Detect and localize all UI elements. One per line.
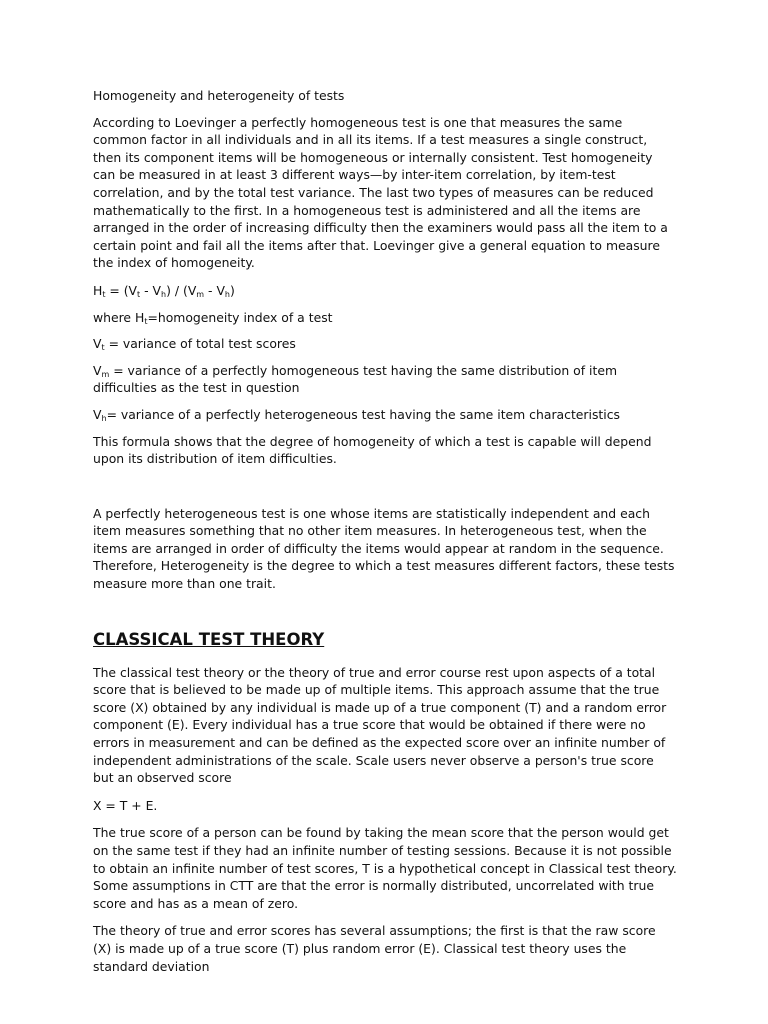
section-heading-ctt: CLASSICAL TEST THEORY [93, 629, 325, 649]
homogeneity-formula: $H_t = (V_t - V_h) / (V_m - V_h)$ [93, 282, 235, 299]
definition-vm: $V_m$ = variance of a perfectly homogeneous test having the same distribution of item difficulties as the test in question [93, 362, 618, 396]
equation-x-t-e: X = T + E. [93, 797, 158, 813]
definition-vh: $V_h=$ variance of a perfectly heterogeneous test having the same item characteristics [93, 406, 620, 423]
paragraph-ctt-intro: The classical test theory or the theory of true and error course rest upon aspects of a total score that is believed to be made up of multiple items. This approach assume that the true score (X) obtained by any individual is made up of a true component (T) and a random error component (E). Every individual has a true score that would be obtained if there were no errors in measurement and can be defined as the expected score over an infinite number of independent administrations of the scale. Scale users never observe a person's true score but an observed score [93, 664, 667, 786]
paragraph-true-score: The true score of a person can be found by taking the mean score that the person would get on the same test if they had an infinite number of testing sessions. Because it is not possible to obtain an infinite number of test scores, T is a hypothetical concept in Classical test theory. Some assumptions in CTT are that the error is normally distributed, uncorrelated with true score and has as a mean of zero. [93, 825, 677, 911]
paragraph-formula-shows: This formula shows that the degree of homogeneity of which a test is capable will depend upon its distribution of item difficulties. [93, 433, 652, 467]
paragraph-homogeneous: According to Loevinger a perfectly homogeneous test is one that measures the same common factor in all individuals and in all its items. If a test measures a single construct, then its component items will be homogeneous or internally consistent. Test homogeneity can be measured in at least 3 different ways—by inter-item correlation, by item-test correlation, and by the total test variance. The last two types of measures can be reduced mathematically to the first. In a homogeneous test is administered and all the items are arranged in the order of increasing difficulty then the examiners would pass all the item to a certain point and fail all the items after that. Loevinger give a general equation to measure the index of homogeneity. [93, 114, 668, 271]
definition-ht: where $H_t=homogeneity$ index of a test [93, 309, 333, 326]
document-body [93, 87, 677, 985]
definition-vt: $V_t$ = variance of total test scores [93, 336, 296, 353]
paragraph-assumptions: The theory of true and error scores has several assumptions; the first is that the raw score (X) is made up of a true score (T) plus random error (E). Classical test theory uses the standard deviation [93, 923, 656, 974]
blank-line [93, 603, 677, 629]
paragraph-heterogeneous: A perfectly heterogeneous test is one whose items are statistically independent and each item measures something that no other item measures. In heterogeneous test, when the items are arranged in order of difficulty the items would appear at random in the sequence. Therefore, Heterogeneity is the degree to which a test measures different factors, these tests measure more than one trait. [93, 505, 675, 592]
blank-line [93, 478, 677, 505]
document-title: Homogeneity and heterogeneity of tests [93, 88, 345, 103]
